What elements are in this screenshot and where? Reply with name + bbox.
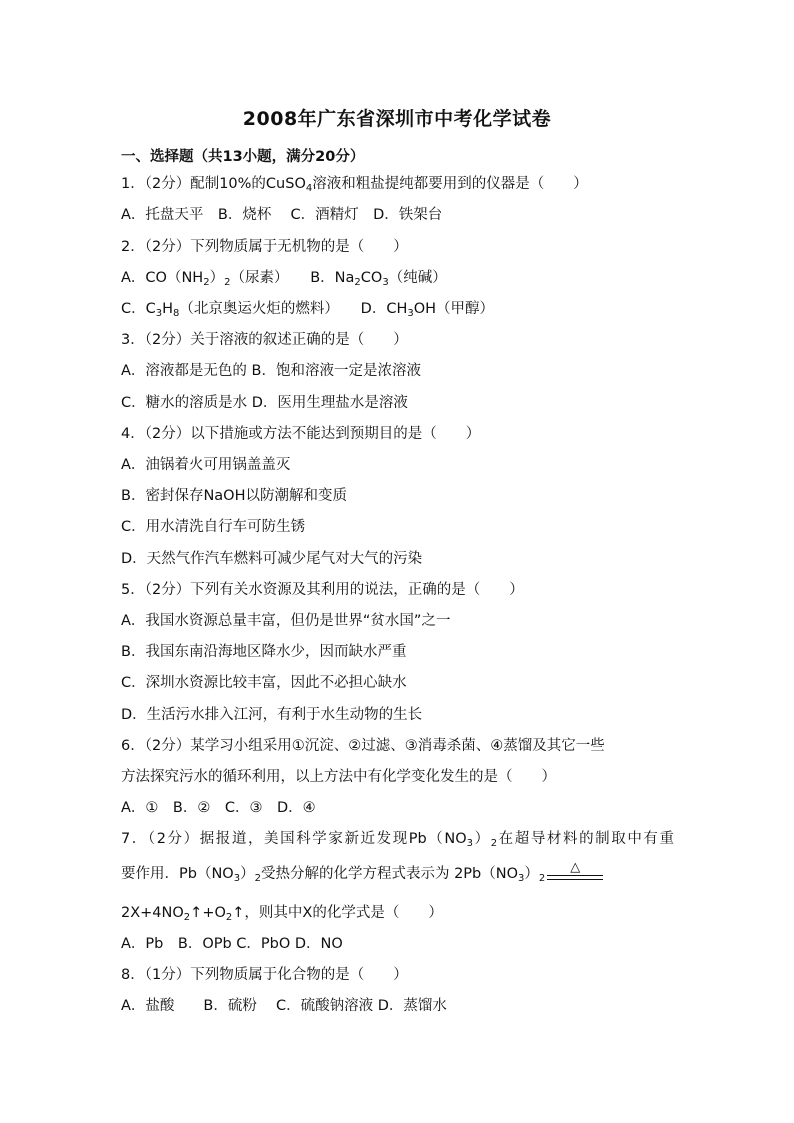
question-7-stem-line2: 要作用．$Pb(NO_3)_2$受热分解的化学方程式表示为 $2Pb(NO_3)_2$ △ xyxy=(121,864,605,884)
question-5-option-b: B．我国东南沿海地区降水少，因而缺水严重 xyxy=(121,644,407,660)
question-7-options: A．Pb B．OPb C．PbO D．NO xyxy=(121,936,343,952)
section-heading: 一、选择题（共13小题，满分20分） xyxy=(121,149,365,165)
question-2-stem: 2．（2分）下列物质属于无机物的是（ ） xyxy=(121,239,408,255)
question-8-stem: 8．（1分）下列物质属于化合物的是（ ） xyxy=(121,967,408,983)
question-1-options: A．托盘天平 B．烧杯 C．酒精灯 D．铁架台 xyxy=(121,207,443,223)
question-4-option-c: C．用水清洗自行车可防生锈 xyxy=(121,519,306,535)
question-6-options: A．① B．② C．③ D．④ xyxy=(121,800,316,816)
question-4-option-b: B．密封保存NaOH以防潮解和变质 xyxy=(121,488,347,504)
question-4-option-a: A．油锅着火可用锅盖盖灭 xyxy=(121,457,291,473)
question-6-stem-line1: 6．（2分）某学习小组采用①沉淀、②过滤、③消毒杀菌、④蒸馏及其它一些 xyxy=(121,738,605,754)
question-4-option-d: D．天然气作汽车燃料可减少尾气对大气的污染 xyxy=(121,551,423,567)
question-2-options-ab: A．$CO(NH_2)_2$（尿素） B．$Na_2CO_3$（纯碱） xyxy=(121,270,447,288)
question-7-stem-line1: 7．（2分）据报道，美国科学家新近发现$Pb(NO_3)_2$在超导材料的制取中有重 xyxy=(121,831,674,849)
question-5-option-c: C．深圳水资源比较丰富，因此不必担心缺水 xyxy=(121,675,407,691)
question-3-options-ab: A．溶液都是无色的 B．饱和溶液一定是浓溶液 xyxy=(121,363,421,379)
question-3-options-cd: C．糖水的溶质是水 D．医用生理盐水是溶液 xyxy=(121,395,408,411)
question-1-stem: 1．（2分）配制10%的CuSO$_4$溶液和粗盐提纯都要用到的仪器是（ ） xyxy=(121,176,588,194)
question-8-options: A．盐酸 B．硫粉 C．硫酸钠溶液 D．蒸馏水 xyxy=(121,998,447,1014)
question-5-option-d: D．生活污水排入江河，有利于水生动物的生长 xyxy=(121,707,423,723)
question-3-stem: 3．（2分）关于溶液的叙述正确的是（ ） xyxy=(121,332,408,348)
question-6-stem-line2: 方法探究污水的循环利用，以上方法中有化学变化发生的是（ ） xyxy=(121,769,556,785)
question-4-stem: 4．（2分）以下措施或方法不能达到预期目的是（ ） xyxy=(121,426,481,442)
question-5-stem: 5．（2分）下列有关水资源及其利用的说法，正确的是（ ） xyxy=(121,582,524,598)
page-title: 2008年广东省深圳市中考化学试卷 xyxy=(242,108,552,130)
heating-equals-sign xyxy=(547,860,603,882)
question-7-stem-line3: $2X+4NO_2↑+O_2↑$，则其中X的化学式是（ ） xyxy=(121,905,443,923)
question-2-options-cd: C．$C_3H_8$（北京奥运火炬的燃料） D．$CH_3OH$（甲醇） xyxy=(121,301,495,319)
delta-symbol: △ xyxy=(570,860,581,875)
question-5-option-a: A．我国水资源总量丰富，但仍是世界“贫水国”之一 xyxy=(121,613,451,629)
